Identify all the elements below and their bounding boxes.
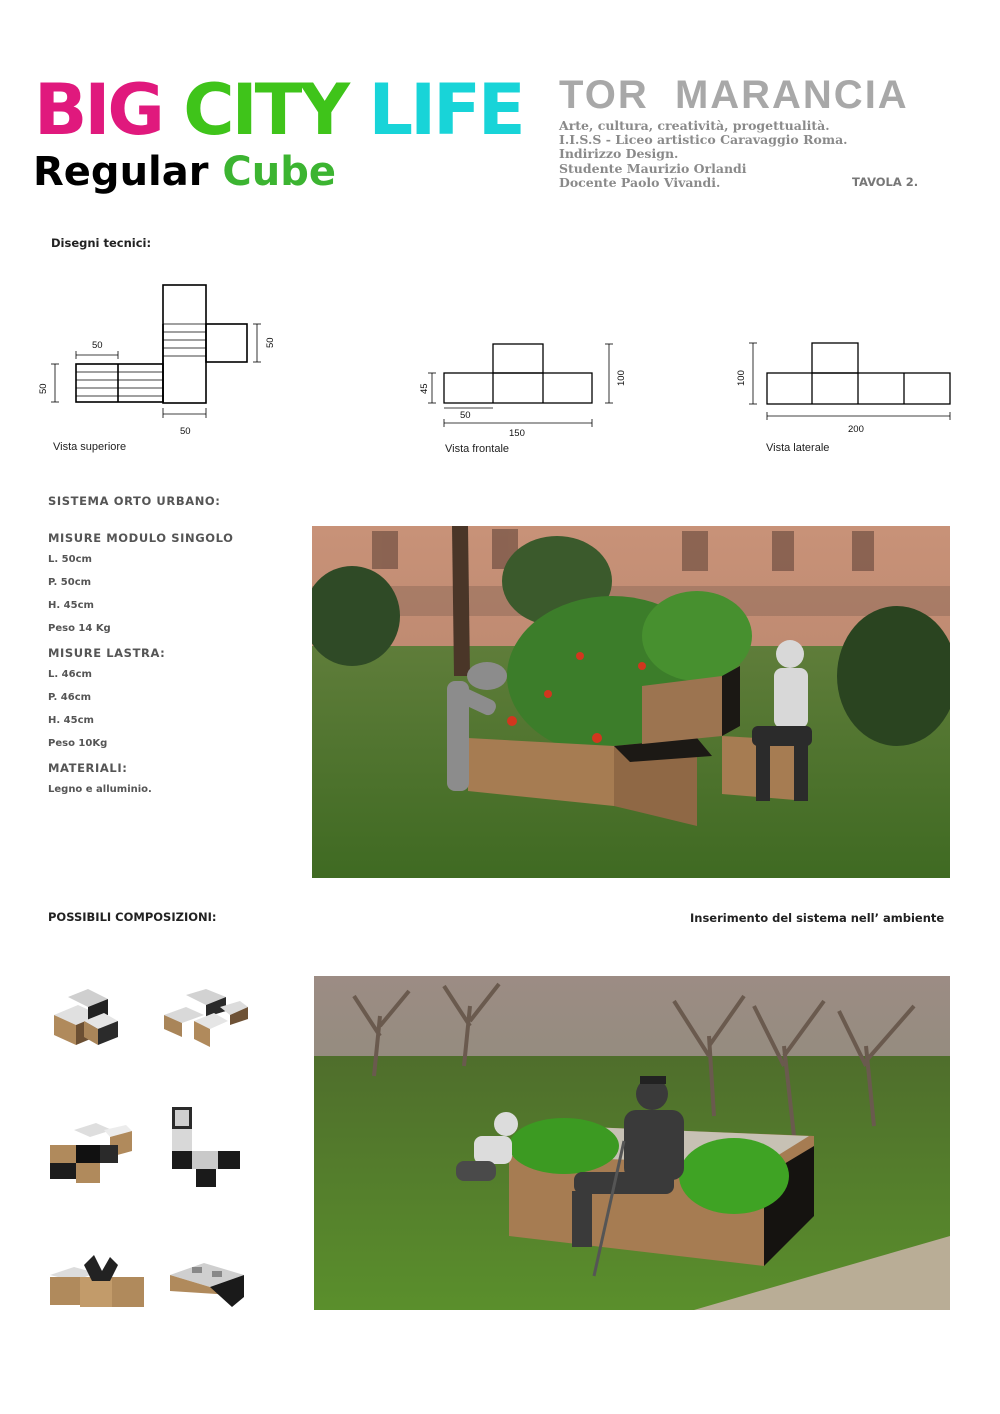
spec-item: Legno e alluminio. xyxy=(48,784,152,795)
spec-item: L. 50cm xyxy=(48,554,92,565)
technical-heading: Disegni tecnici: xyxy=(51,236,152,250)
sheet-number: TAVOLA 2. xyxy=(852,175,919,189)
single-module-heading: MISURE MODULO SINGOLO xyxy=(48,531,234,545)
top-view-dim-bottom: 50 xyxy=(180,426,191,437)
spec-item: Peso 10Kg xyxy=(48,738,108,749)
spec-item: H. 45cm xyxy=(48,600,94,611)
side-view-dim-total: 200 xyxy=(848,424,864,435)
side-view-top-cube xyxy=(812,343,858,373)
subtitle-regular: Regular xyxy=(33,149,209,195)
info-line: I.I.S.S - Liceo artistico Caravaggio Roma. xyxy=(559,132,848,148)
composition-2 xyxy=(164,989,248,1047)
materials-heading: MATERIALI: xyxy=(48,761,128,775)
spec-item: L. 46cm xyxy=(48,669,92,680)
spec-item: P. 46cm xyxy=(48,692,92,703)
environment-photo xyxy=(314,976,950,1310)
top-view-dim-width: 50 xyxy=(92,340,103,351)
front-view-dim-total: 150 xyxy=(509,428,525,439)
composition-4 xyxy=(172,1107,240,1187)
slab-heading: MISURE LASTRA: xyxy=(48,646,166,660)
front-view-dim-height-left: 45 xyxy=(419,383,430,394)
info-line: Indirizzo Design. xyxy=(559,146,679,162)
brand-word-life: LIFE xyxy=(368,69,523,151)
front-view-dim-height-right: 100 xyxy=(616,370,627,386)
composition-3 xyxy=(50,1123,132,1183)
info-line: Docente Paolo Vivandi. xyxy=(559,174,721,190)
top-view-column xyxy=(163,285,206,403)
compositions-grid xyxy=(44,985,254,1315)
side-view-drawing xyxy=(728,338,968,442)
front-view-base xyxy=(444,373,592,403)
info-line: Studente Maurizio Orlandi xyxy=(559,160,747,176)
spec-item: H. 45cm xyxy=(48,715,94,726)
compositions-heading: POSSIBILI COMPOSIZIONI: xyxy=(48,910,217,924)
front-view-drawing xyxy=(412,338,632,442)
top-view-side-cube xyxy=(206,324,247,362)
top-view-caption: Vista superiore xyxy=(53,441,127,453)
project-subtitle xyxy=(33,148,336,196)
side-view-dim-height: 100 xyxy=(736,370,747,386)
info-line: Arte, cultura, creatività, progettualità. xyxy=(559,118,830,133)
top-view-dim-left: 50 xyxy=(38,383,49,394)
spec-item: Peso 14 Kg xyxy=(48,623,111,634)
top-view-drawing xyxy=(30,278,290,438)
side-view-caption: Vista laterale xyxy=(766,442,830,454)
composition-6 xyxy=(170,1263,244,1307)
specs-list xyxy=(48,531,288,807)
top-view-dim-side: 50 xyxy=(265,337,276,348)
brand-logo xyxy=(34,70,523,150)
place-title: TOR MARANCIA xyxy=(559,73,909,117)
environment-caption: Inserimento del sistema nell’ ambiente xyxy=(690,911,945,925)
project-info xyxy=(559,119,848,190)
composition-1 xyxy=(54,989,118,1045)
garden-photo xyxy=(312,526,950,878)
spec-item: P. 50cm xyxy=(48,577,92,588)
front-view-dim-unit: 50 xyxy=(460,410,471,421)
brand-word-city: CITY xyxy=(183,69,348,151)
front-view-caption: Vista frontale xyxy=(445,443,510,455)
front-view-top-cube xyxy=(493,344,543,373)
brand-word-big: BIG xyxy=(34,69,162,151)
composition-5 xyxy=(50,1255,144,1307)
system-heading: SISTEMA ORTO URBANO: xyxy=(48,494,221,508)
subtitle-cube: Cube xyxy=(222,149,336,195)
